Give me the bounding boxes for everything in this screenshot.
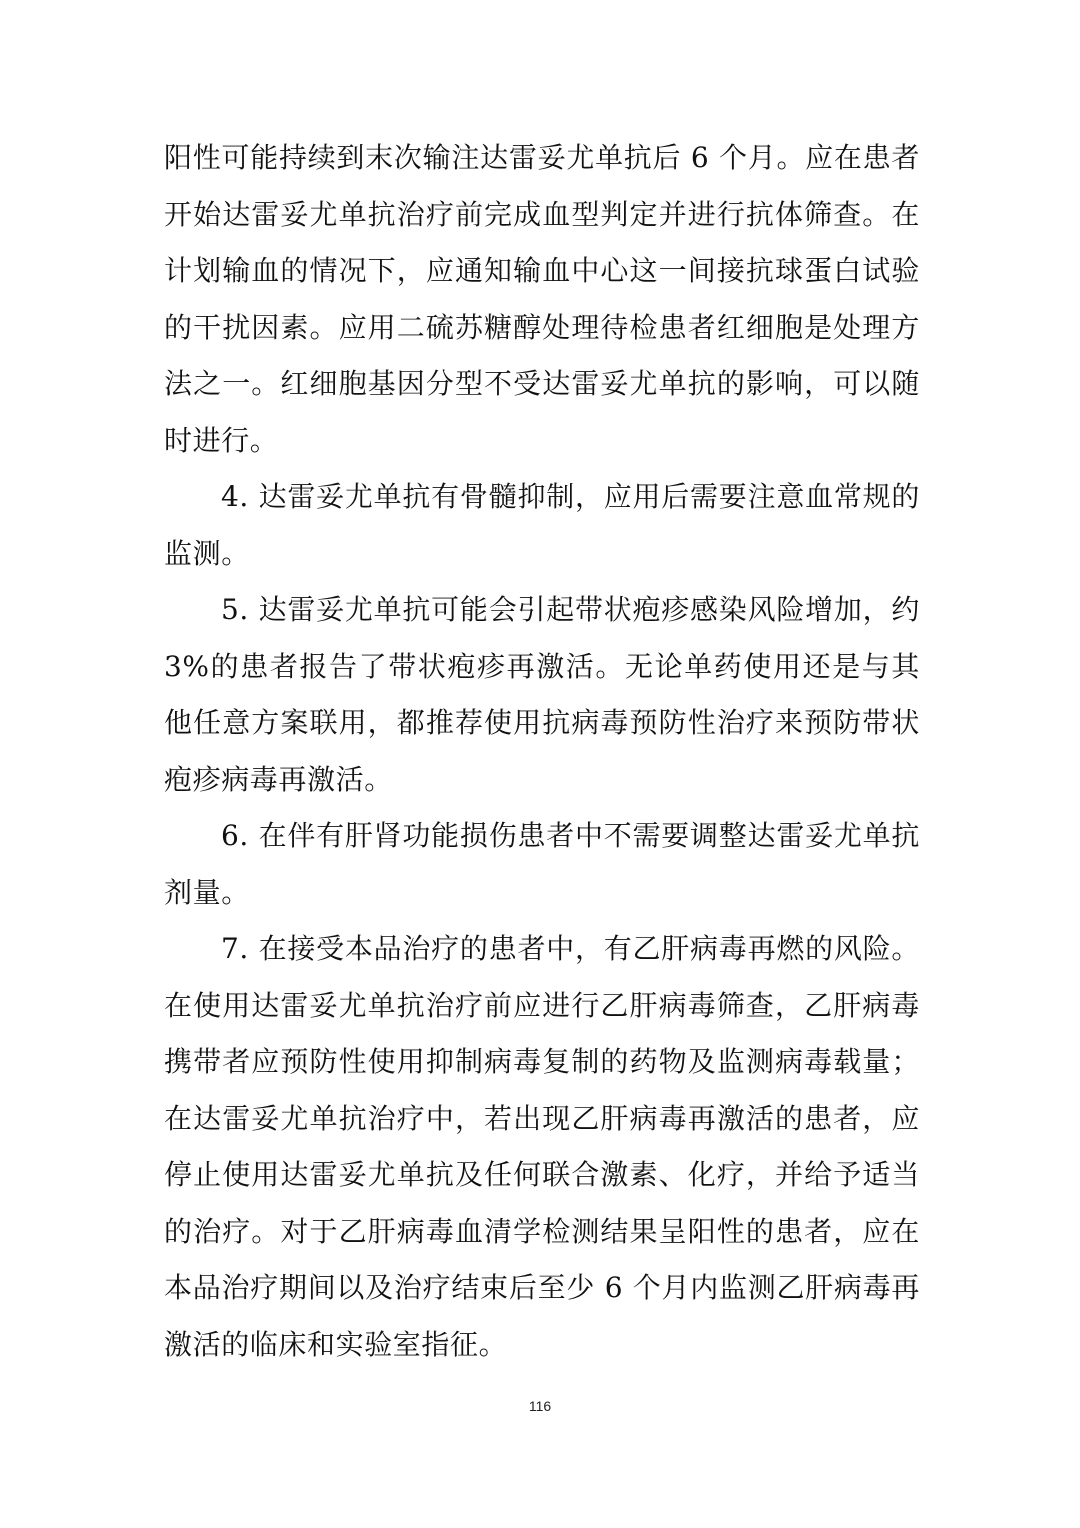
paragraph-item-5-herpes-zoster: 5. 达雷妥尤单抗可能会引起带状疱疹感染风险增加，约3%的患者报告了带状疱疹再激活。无论单药使用还是与其他任意方案联用，都推荐使用抗病毒预防性治疗来预防带状疱疹病毒再激活。 <box>164 593 920 796</box>
page-number: 116 <box>528 1398 552 1414</box>
paragraph-item-7-hepatitis-b: 7. 在接受本品治疗的患者中，有乙肝病毒再燃的风险。在使用达雷妥尤单抗治疗前应进行乙肝病毒筛查，乙肝病毒携带者应预防性使用抑制病毒复制的药物及监测病毒载量；在达雷妥尤单抗治疗中，若出现乙肝病毒再激活的患者，应停止使用达雷妥尤单抗及任何联合激素、化疗，并给予适当的治疗。对于乙肝病毒血清学检测结果呈阳性的患者，应在本品治疗期间以及治疗结束后至少 6 个月内监测乙肝病毒再激活的临床和实验室指征。 <box>164 932 920 1361</box>
paragraph-blood-typing: 阳性可能持续到末次输注达雷妥尤单抗后 6 个月。应在患者开始达雷妥尤单抗治疗前完成血型判定并进行抗体筛查。在计划输血的情况下，应通知输血中心这一间接抗球蛋白试验的干扰因素。应用二硫苏糖醇处理待检患者红细胞是处理方法之一。红细胞基因分型不受达雷妥尤单抗的影响，可以随时进行。 <box>164 141 920 457</box>
paragraph-item-6-dose-adjustment: 6. 在伴有肝肾功能损伤患者中不需要调整达雷妥尤单抗剂量。 <box>164 819 920 909</box>
document-body <box>164 130 920 1373</box>
paragraph-item-4-bone-marrow: 4. 达雷妥尤单抗有骨髓抑制，应用后需要注意血常规的监测。 <box>164 480 920 570</box>
